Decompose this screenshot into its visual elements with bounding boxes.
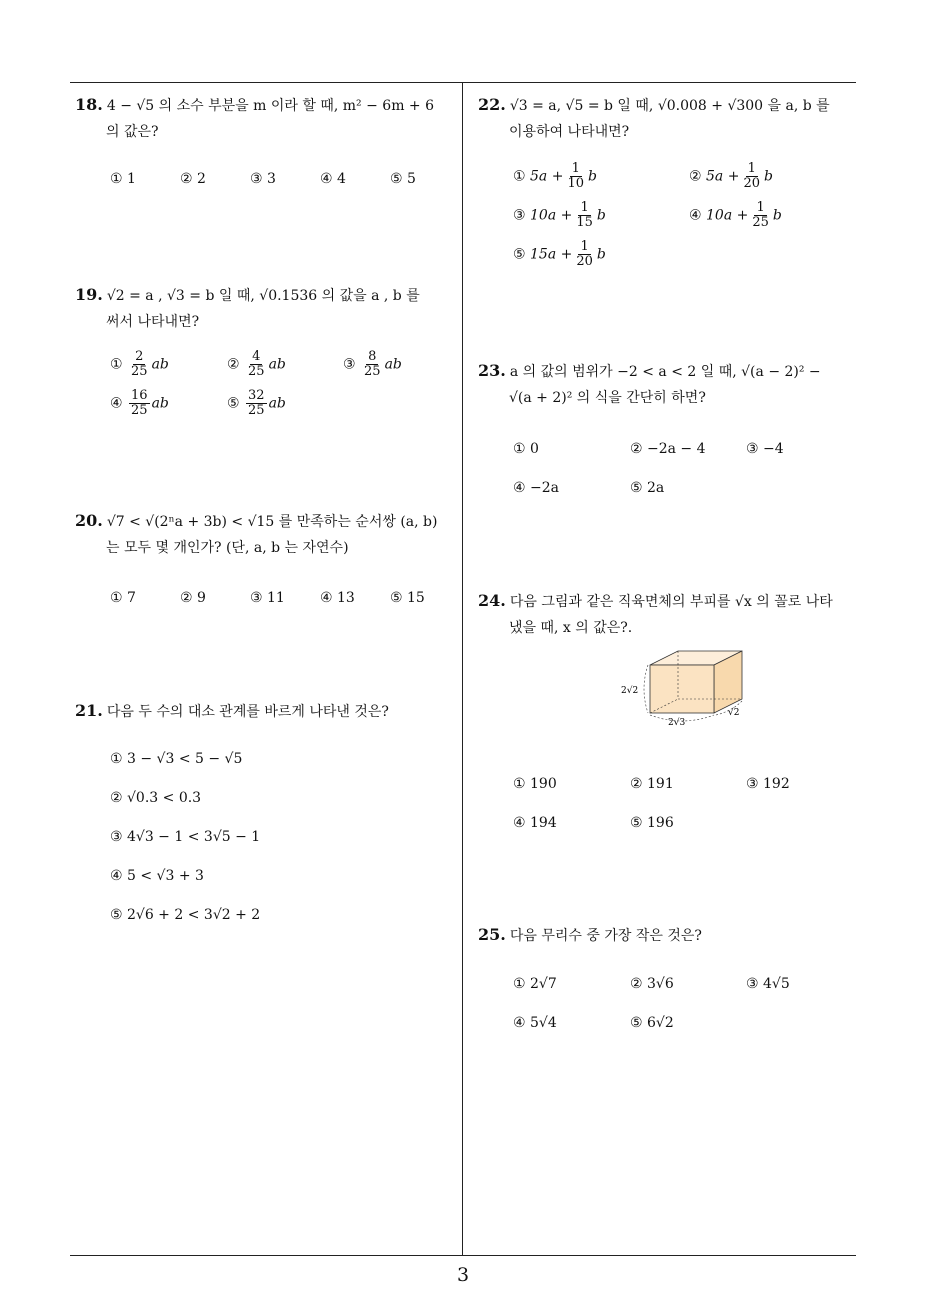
q21-option-4[interactable]: ④ 5 < √3 + 3 — [110, 868, 204, 884]
q21-option-1[interactable]: ① 3 − √3 < 5 − √5 — [110, 751, 243, 767]
q18-option-2[interactable]: ② 2 — [180, 171, 206, 187]
question-number: 20. — [75, 511, 103, 530]
label-left: 2√2 — [621, 686, 639, 696]
question-text-cont: 써서 나타내면? — [106, 314, 200, 330]
question-text-cont: 이용하여 나타내면? — [509, 124, 630, 140]
question-text: 다음 두 수의 대소 관계를 바르게 나타낸 것은? — [106, 704, 389, 720]
question-19 — [75, 282, 460, 335]
question-24 — [478, 588, 863, 641]
page-number: 3 — [456, 1264, 470, 1286]
q24-option-5[interactable]: ⑤ 196 — [630, 815, 674, 831]
question-text: √7 < √(2ⁿa + 3b) < √15 를 만족하는 순서쌍 (a, b) — [106, 514, 438, 530]
q23-option-2[interactable]: ② −2a − 4 — [630, 441, 706, 457]
q25-option-1[interactable]: ① 2√7 — [513, 976, 557, 992]
question-number: 25. — [478, 925, 506, 944]
q20-option-5[interactable]: ⑤ 15 — [390, 590, 425, 606]
question-22 — [478, 92, 863, 145]
question-18 — [75, 92, 460, 145]
question-text: a 의 값의 범위가 −2 < a < 2 일 때, √(a − 2)² − — [509, 364, 821, 380]
q25-option-3[interactable]: ③ 4√5 — [746, 976, 790, 992]
label-right: √2 — [728, 708, 740, 718]
q23-option-4[interactable]: ④ −2a — [513, 480, 559, 496]
q22-option-5[interactable]: ⑤ 15a + $\frac{1}{20}$ b — [513, 239, 606, 269]
question-text-cont: 의 값은? — [106, 124, 159, 140]
question-text-cont: √(a + 2)² 의 식을 간단히 하면? — [509, 390, 706, 406]
cuboid-figure — [620, 645, 750, 730]
q25-option-4[interactable]: ④ 5√4 — [513, 1015, 557, 1031]
q21-option-2[interactable]: ② √0.3 < 0.3 — [110, 790, 202, 806]
q25-option-2[interactable]: ② 3√6 — [630, 976, 674, 992]
q24-option-4[interactable]: ④ 194 — [513, 815, 557, 831]
question-text: √3 = a, √5 = b 일 때, √0.008 + √300 을 a, b 를 — [509, 98, 830, 114]
question-number: 21. — [75, 701, 103, 720]
question-text-cont: 냈을 때, x 의 값은?. — [509, 620, 633, 636]
q21-option-3[interactable]: ③ 4√3 − 1 < 3√5 − 1 — [110, 829, 261, 845]
q22-option-3[interactable]: ③ 10a + $\frac{1}{15}$ b — [513, 200, 606, 230]
question-25 — [478, 922, 863, 949]
question-number: 22. — [478, 95, 506, 114]
question-20 — [75, 508, 460, 561]
q24-option-1[interactable]: ① 190 — [513, 776, 557, 792]
question-number: 19. — [75, 285, 103, 304]
top-rule — [70, 82, 856, 83]
q22-option-4[interactable]: ④ 10a + $\frac{1}{25}$ b — [689, 200, 782, 230]
q18-option-5[interactable]: ⑤ 5 — [390, 171, 416, 187]
question-number: 23. — [478, 361, 506, 380]
q20-option-2[interactable]: ② 9 — [180, 590, 206, 606]
q19-option-2[interactable]: ② $\frac{4}{25}$ ab — [227, 349, 286, 379]
q20-option-1[interactable]: ① 7 — [110, 590, 136, 606]
q23-option-1[interactable]: ① 0 — [513, 441, 539, 457]
question-23 — [478, 358, 863, 411]
question-text: 다음 무리수 중 가장 작은 것은? — [509, 928, 702, 944]
column-divider — [462, 82, 463, 1256]
q23-option-3[interactable]: ③ −4 — [746, 441, 784, 457]
question-number: 18. — [75, 95, 103, 114]
q24-option-3[interactable]: ③ 192 — [746, 776, 790, 792]
q22-option-2[interactable]: ② 5a + $\frac{1}{20}$ b — [689, 161, 773, 191]
q19-option-1[interactable]: ① $\frac{2}{25}$ ab — [110, 349, 169, 379]
question-text: √2 = a , √3 = b 일 때, √0.1536 의 값을 a , b 를 — [106, 288, 420, 304]
question-text-cont: 는 모두 몇 개인가? (단, a, b 는 자연수) — [106, 540, 349, 556]
q20-option-4[interactable]: ④ 13 — [320, 590, 355, 606]
question-text: 4 − √5 의 소수 부분을 m 이라 할 때, m² − 6m + 6 — [106, 98, 435, 114]
q25-option-5[interactable]: ⑤ 6√2 — [630, 1015, 674, 1031]
q20-option-3[interactable]: ③ 11 — [250, 590, 285, 606]
question-21 — [75, 698, 460, 725]
q18-option-1[interactable]: ① 1 — [110, 171, 136, 187]
question-number: 24. — [478, 591, 506, 610]
q18-option-4[interactable]: ④ 4 — [320, 171, 346, 187]
q23-option-5[interactable]: ⑤ 2a — [630, 480, 665, 496]
q22-option-1[interactable]: ① 5a + $\frac{1}{10}$ b — [513, 161, 597, 191]
q19-option-4[interactable]: ④ $\frac{16}{25}$ ab — [110, 388, 169, 418]
q24-option-2[interactable]: ② 191 — [630, 776, 674, 792]
q19-option-5[interactable]: ⑤ $\frac{32}{25}$ ab — [227, 388, 286, 418]
q19-option-3[interactable]: ③ $\frac{8}{25}$ ab — [343, 349, 402, 379]
q21-option-5[interactable]: ⑤ 2√6 + 2 < 3√2 + 2 — [110, 907, 261, 923]
question-text: 다음 그림과 같은 직육면체의 부피를 √x 의 꼴로 나타 — [509, 594, 833, 610]
q18-option-3[interactable]: ③ 3 — [250, 171, 276, 187]
bottom-rule — [70, 1255, 856, 1256]
label-bottom: 2√3 — [668, 718, 686, 728]
